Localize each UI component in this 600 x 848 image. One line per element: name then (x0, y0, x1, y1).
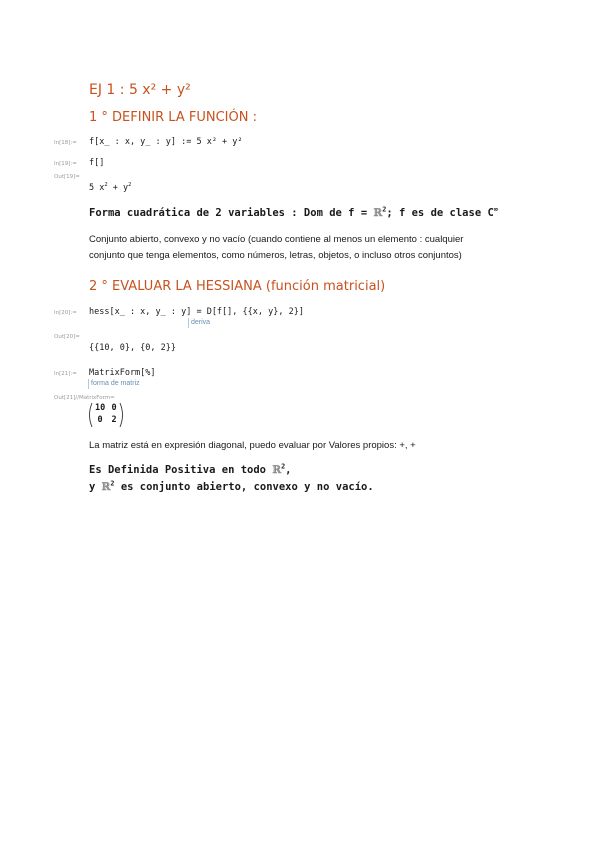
reals-symbol-3: ℝ (101, 481, 111, 493)
clase-text: ; f es de clase C (386, 207, 494, 219)
output-19-term2: + y (107, 183, 129, 193)
diagonal-statement: La matriz está en expresión diagonal, puedo evaluar por Valores propios: +, + (89, 440, 416, 451)
output-label-21: Out[21]//MatrixForm= (54, 395, 115, 401)
hint-deriva: deriva (191, 319, 211, 326)
reals-exponent-2: 2 (281, 462, 286, 471)
hint-bracket-20 (188, 318, 189, 328)
output-cell-20: {{10, 0}, {0, 2}} (89, 343, 176, 353)
forma-cuadratica-text (89, 207, 498, 219)
section-2-heading: 2 ° EVALUAR LA HESSIANA (función matricial) (89, 279, 386, 294)
output-19-exp2: 2 (128, 182, 132, 189)
conjunto-line-2: conjunto que tenga elementos, como números, letras, objetos, o incluso otros conjuntos) (89, 250, 462, 261)
output-label-19: Out[19]= (54, 174, 80, 180)
input-label-18: In[18]:= (54, 140, 77, 146)
output-cell-19 (89, 183, 132, 193)
section-1-heading: 1 ° DEFINIR LA FUNCIÓN : (89, 110, 257, 125)
matrix-cell-1-1: 2 (111, 415, 117, 425)
conclusion-line-1 (89, 464, 292, 476)
forma-text: Forma cuadrática de 2 variables : Dom de f = (89, 207, 374, 219)
input-cell-21[interactable]: MatrixForm[%] (89, 368, 156, 378)
conjunto-line-1: Conjunto abierto, convexo y no vacío (cuando contiene al menos un elemento : cualquier (89, 234, 464, 245)
output-19-exp1: 2 (104, 182, 108, 189)
input-cell-19[interactable]: f[] (89, 158, 105, 168)
exercise-heading: EJ 1 : 5 x² + y² (89, 82, 191, 98)
conclusion-text-1: Es Definida Positiva en todo (89, 464, 273, 476)
reals-exponent: 2 (382, 205, 387, 214)
input-label-20: In[20]:= (54, 310, 77, 316)
input-label-19: In[19]:= (54, 161, 77, 167)
matrix-output (86, 402, 126, 428)
matrix-cell-0-0: 10 (95, 403, 106, 413)
hint-forma-matriz: forma de matriz (91, 380, 140, 387)
input-cell-20[interactable]: hess[x_ : x, y_ : y] = D[f[], {{x, y}, 2}] (89, 307, 304, 317)
output-label-20: Out[20]= (54, 334, 80, 340)
conclusion-text-2: es conjunto abierto, convexo y no vacío. (114, 481, 374, 493)
matrix-parentheses (86, 402, 126, 428)
conclusion-line-2 (89, 481, 374, 493)
reals-symbol: ℝ (373, 207, 383, 219)
output-19-term1: 5 x (89, 183, 105, 193)
clase-exponent: ∞ (493, 205, 498, 214)
matrix-cell-0-1: 0 (111, 403, 117, 413)
matrix-cell-1-0: 0 (97, 415, 103, 425)
reals-symbol-2: ℝ (272, 464, 282, 476)
conclusion-comma: , (285, 464, 292, 476)
input-cell-18[interactable]: f[x_ : x, y_ : y] := 5 x² + y² (89, 137, 243, 147)
reals-exponent-3: 2 (110, 479, 115, 488)
hint-bracket-21 (88, 379, 89, 389)
input-label-21: In[21]:= (54, 371, 77, 377)
conclusion-y: y (89, 481, 102, 493)
